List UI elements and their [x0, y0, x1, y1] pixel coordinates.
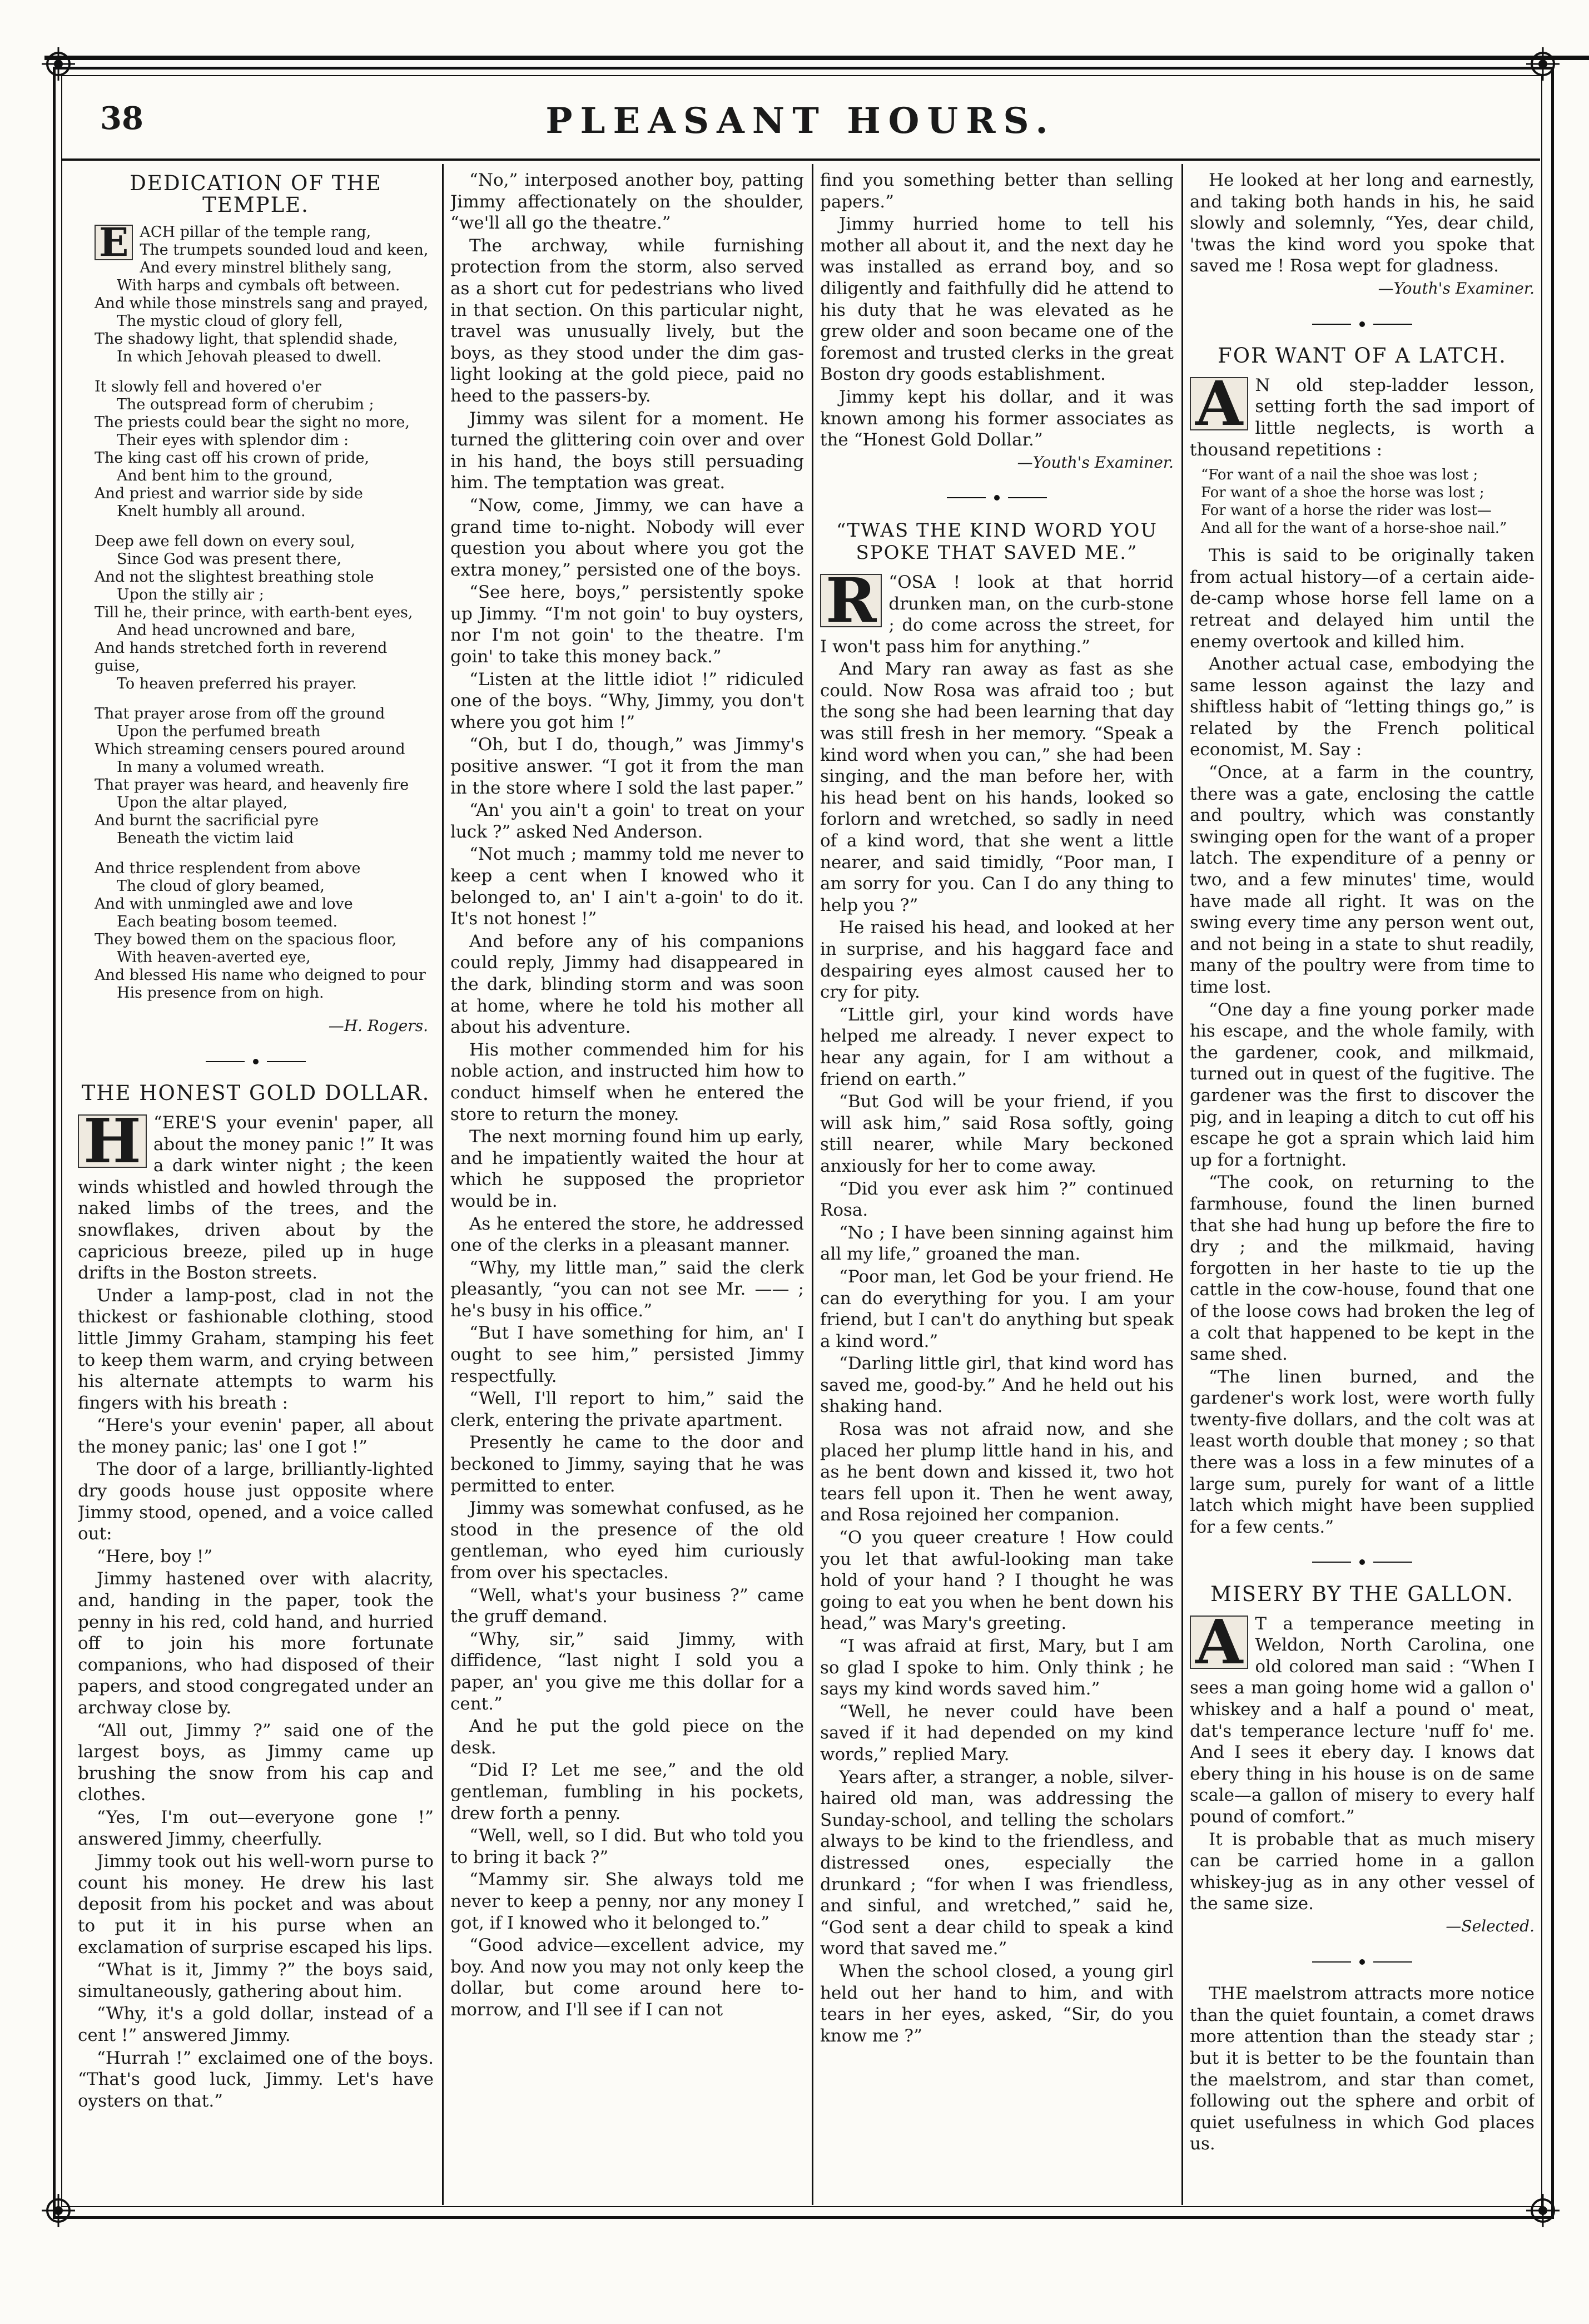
poem-line: Knelt humbly all around.: [117, 503, 306, 521]
paragraph: “What is it, Jimmy ?” the boys said, simultaneously, gathering about him.: [78, 1960, 434, 2001]
poem-line: Upon the altar played,: [117, 794, 288, 812]
verse-line: “For want of a nail the shoe was lost ;: [1201, 467, 1478, 484]
poem-line: Upon the perfumed breath: [117, 723, 321, 741]
poem-stanza: [95, 705, 434, 848]
poem-line: And thrice resplendent from above: [95, 860, 361, 878]
paragraph: It is probable that as much misery can be carried home in a gallon whiskey-jug as in any other vessel of the same size.: [1190, 1829, 1535, 1914]
paragraph: “Oh, but I do, though,” was Jimmy's positive answer. “I got it from the man in the store where I sold the last paper.”: [450, 735, 804, 798]
poem-line: Till he, their prince, with earth-bent eyes,: [95, 604, 413, 622]
poem-line: The trumpets sounded loud and keen,: [140, 241, 429, 259]
poem-line: The mystic cloud of glory fell,: [117, 313, 343, 330]
paragraph: Jimmy took out his well-worn purse to count his money. He drew his last deposit from his pocket and was about to put it in his purse when an exclamation of surprise escaped his lips.: [78, 1851, 434, 1958]
column-divider: [1181, 164, 1183, 2205]
corner-ornament-icon: [39, 2191, 78, 2230]
article-heading: [820, 519, 1174, 564]
paragraph: “Mammy sir. She always told me never to keep a penny, nor any money I got, if I knowed who it belonged to.”: [450, 1870, 804, 1933]
poem-stanza: [95, 224, 434, 366]
paragraph: “ERE'S your evenin' paper, all about the money panic !” It was a dark winter night ; the keen winds whistled and howled through the naked limbs of the trees, and the snowflakes, driven about by the capricious breeze, piled up in huge drifts in the Boston streets.: [78, 1112, 434, 1284]
paragraph: Years after, a stranger, a noble, silver-haired old man, was addressing the Sunday-school, and telling the scholars always to be kind to the friendless, and distressed ones, especially the drunkard ; “for when I was friendless, and sinful, and wretched,” said he, “God sent a dear child to speak a kind word that saved me.”: [820, 1767, 1174, 1959]
section-divider: [820, 485, 1174, 507]
column-2: [450, 170, 804, 2194]
section-divider: [78, 1049, 434, 1071]
paper-title: PLEASANT HOURS.: [545, 100, 1056, 142]
paragraph: “Well, well, so I did. But who told you to bring it back ?”: [450, 1826, 804, 1867]
poem-line: Since God was present there,: [117, 551, 342, 568]
paragraph: As he entered the store, he addressed one of the clerks in a pleasant manner.: [450, 1213, 804, 1256]
poem-line: With heaven-averted eye,: [117, 949, 311, 967]
poem-line: In many a volumed wreath.: [117, 759, 325, 776]
poem-line: To heaven preferred his prayer.: [117, 675, 357, 693]
poem-line: And priest and warrior side by side: [95, 485, 363, 503]
quoted-verse: [1201, 466, 1535, 537]
poem-line: ACH pillar of the temple rang,: [140, 224, 371, 241]
paragraph: “O you queer creature ! How could you let that awful-looking man take hold of your hand ? I thought he was going to eat you when he bent down his head,” was Mary's greeting.: [820, 1528, 1174, 1634]
paragraph: “Not much ; mammy told me never to keep a cent when I knowed who it belonged to, an' I ain't a-goin' to do it. It's not honest !”: [450, 844, 804, 929]
poem-line: Their eyes with splendor dim :: [117, 432, 349, 449]
poem-line: The cloud of glory beamed,: [117, 878, 325, 895]
paragraph: THE maelstrom attracts more notice than the quiet fountain, a comet draws more attention than the steady star ; but it is better to be the fountain than the maelstrom, and star than comet, following out the sphere and orbit of quiet usefulness in which God places us.: [1190, 1984, 1535, 2154]
paragraph: T a temperance meeting in Weldon, North Carolina, one old colored man said : “When I sees a man going home wid a gallon o' whiskey and a half a pound o' meat, dat's temperance lecture 'nuff fo' me. And I sees it ebery day. I knows dat ebery thing in his house is on de same scale—a gallon of misery to every half pound of comfort.”: [1190, 1613, 1535, 1827]
drop-cap: A: [1190, 377, 1248, 430]
paragraph: The door of a large, brilliantly-lighted dry goods house just opposite where Jimmy stood, opened, and a voice called out:: [78, 1459, 434, 1544]
poem-line: And while those minstrels sang and prayed,: [95, 295, 429, 313]
column-divider: [812, 164, 813, 2205]
paragraph: “Well, he never could have been saved if it had depended on my kind words,” replied Mary.: [820, 1701, 1174, 1765]
paragraph: “Yes, I'm out—everyone gone !” answered Jimmy, cheerfully.: [78, 1807, 434, 1849]
heading-line: SPOKE THAT SAVED ME.”: [856, 541, 1138, 564]
paragraph: “But God will be your friend, if you will ask him,” said Rosa softly, going still nearer, while Mary beckoned anxiously for her to come away.: [820, 1092, 1174, 1176]
poem-line: And hands stretched forth in reverend guise,: [95, 640, 388, 675]
poem-line: In which Jehovah pleased to dwell.: [117, 348, 382, 366]
paragraph: This is said to be originally taken from actual history—of a certain aide-de-camp whose horse fell lame on a retreat and delayed him until the enemy overtook and killed him.: [1190, 546, 1535, 652]
paragraph: “Listen at the little idiot !” ridiculed one of the boys. “Why, Jimmy, you don't where you got him !”: [450, 669, 804, 732]
column-divider: [442, 164, 444, 2205]
paragraph: “Why, sir,” said Jimmy, with diffidence, “last night I sold you a paper, an' you give me this dollar for a cent.”: [450, 1629, 804, 1714]
poem-line: And not the slightest breathing stole: [95, 568, 374, 586]
paragraph: N old step-ladder lesson, setting forth the sad import of little neglects, is worth a thousand repetitions :: [1190, 375, 1535, 460]
poem-line: Beneath the victim laid: [117, 830, 294, 848]
paragraph: find you something better than selling papers.”: [820, 170, 1174, 212]
paragraph: “Well, what's your business ?” came the gruff demand.: [450, 1585, 804, 1627]
verse-line: For want of a horse the rider was lost—: [1201, 502, 1492, 519]
column-1: [78, 170, 434, 2194]
section-divider: [1190, 1950, 1535, 1971]
paragraph: “Poor man, let God be your friend. He can do everything for you. I am your friend, but I can't do anything but speak a kind word.”: [820, 1266, 1174, 1351]
article-heading: DEDICATION OF THE TEMPLE.: [130, 171, 382, 217]
paragraph: “All out, Jimmy ?” said one of the largest boys, as Jimmy came up brushing the snow from his cap and clothes.: [78, 1720, 434, 1805]
paragraph: “But I have something for him, an' I ought to see him,” persisted Jimmy respectfully.: [450, 1323, 804, 1386]
paragraph: “See here, boys,” persistently spoke up Jimmy. “I'm not goin' to buy oysters, nor I'm not goin' to the theatre. I'm goin' to take this money back.”: [450, 582, 804, 667]
poem-line: And blessed His name who deigned to pour: [95, 967, 426, 984]
poem-line: And bent him to the ground,: [117, 467, 333, 485]
poem-line: With harps and cymbals oft between.: [117, 277, 400, 295]
paragraph: And Mary ran away as fast as she could. Now Rosa was afraid too ; but the song she had been learning that day was still fresh in her memory. “Speak a kind word when you can,” she had been singing, and the man before her, with his head bent on his hands, looked so forlorn and wretched, so sadly in need of a kind word, that she went a little nearer, and said timidly, “Poor man, I am sorry for you. Can I do any thing to help you ?”: [820, 659, 1174, 915]
paragraph: “Did I? Let me see,” and the old gentleman, fumbling in his pockets, drew forth a penny.: [450, 1760, 804, 1823]
corner-ornament-icon: [1523, 44, 1562, 83]
paragraph: “Here, boy !”: [97, 1546, 213, 1567]
poem-stanza: [95, 860, 434, 1002]
paragraph: His mother commended him for his noble action, and instructed him how to conduct himself when he entered the store to return the money.: [450, 1039, 804, 1124]
poem: [95, 219, 434, 1002]
poem-line: And head uncrowned and bare,: [117, 622, 356, 640]
paragraph: When the school closed, a young girl held out her hand to him, and with tears in her eyes, asked, “Sir, do you know me ?”: [820, 1961, 1174, 2046]
article-source: —Youth's Examiner.: [1378, 279, 1535, 298]
paragraph: Another actual case, embodying the same lesson against the lazy and shiftless habit of “letting things go,” is related by the French political economist, M. Say :: [1190, 654, 1535, 760]
paragraph: He raised his head, and looked at her in surprise, and his haggard face and despairing eyes almost caused her to cry for pity.: [820, 918, 1174, 1003]
paragraph: And before any of his companions could reply, Jimmy had disappeared in the dark, blinding storm and was soon at home, where he told his mother all about his adventure.: [450, 931, 804, 1038]
drop-cap: E: [95, 225, 133, 260]
paragraph: “I was afraid at first, Mary, but I am so glad I spoke to him. Only think ; he says my kind words saved him.”: [820, 1636, 1174, 1699]
page-number: 38: [100, 100, 143, 137]
paragraph: He looked at her long and earnestly, and taking both hands in his, he said slowly and solemnly, “Yes, dear child, 'twas the kind word you spoke that saved me ! Rosa wept for gladness.: [1190, 170, 1535, 276]
paragraph: “Little girl, your kind words have helped me already. I never expect to hear any again, for I am without a friend on earth.”: [820, 1004, 1174, 1089]
article-heading: FOR WANT OF A LATCH.: [1218, 344, 1507, 368]
paragraph: “An' you ain't a goin' to treat on your luck ?” asked Ned Anderson.: [450, 800, 804, 842]
poem-line: The priests could bear the sight no more,: [95, 414, 410, 432]
column-4: [1190, 170, 1535, 2194]
paragraph: “Why, it's a gold dollar, instead of a cent !” answered Jimmy.: [78, 2004, 434, 2045]
poem-stanza: [95, 533, 434, 693]
poem-line: The king cast off his crown of pride,: [95, 449, 370, 467]
paragraph: “OSA ! look at that horrid drunken man, on the curb-stone ; do come across the street, for I won't pass him for anything.”: [820, 572, 1174, 657]
heading-line: “TWAS THE KIND WORD YOU: [836, 519, 1158, 542]
top-border-rule: [44, 56, 1589, 60]
poem-line: They bowed them on the spacious floor,: [95, 931, 397, 949]
poem-line: The shadowy light, that splendid shade,: [95, 330, 398, 348]
corner-ornament-icon: [39, 44, 78, 83]
article-heading: MISERY BY THE GALLON.: [1210, 1582, 1514, 1607]
poem-line: And with unmingled awe and love: [95, 895, 353, 913]
verse-line: And all for the want of a horse-shoe nail.”: [1201, 520, 1507, 537]
poem-line: Deep awe fell down on every soul,: [95, 533, 355, 551]
poem-line: Each beating bosom teemed.: [117, 913, 338, 931]
paragraph: Rosa was not afraid now, and she placed her plump little hand in his, and as he bent down and kissed it, two hot tears fell upon it. Then he went away, and Rosa rejoined her companion.: [820, 1419, 1174, 1525]
poem-line: The outspread form of cherubim ;: [117, 396, 374, 414]
paragraph: Presently he came to the door and beckoned to Jimmy, saying that he was permitted to enter.: [450, 1433, 804, 1496]
paragraph: “One day a fine young porker made his escape, and the whole family, with the gardener, cook, and milkmaid, turned out in quest of the fugitive. The gardener was the first to discover the pig, and in leaping a ditch to cut off his escape he got a sprain which laid him up for a fortnight.: [1190, 999, 1535, 1170]
paragraph: The archway, while furnishing protection from the storm, also served as a short cut for pedestrians who lived in that section. On this particular night, travel was unusually lively, but the boys, as they stood under the dim gas-light looking at the gold piece, paid no heed to the passers-by.: [450, 235, 804, 406]
masthead: [61, 100, 1540, 153]
drop-cap: H: [78, 1114, 147, 1168]
poem-line: Upon the stilly air ;: [117, 586, 264, 604]
paragraph: Jimmy kept his dollar, and it was known among his former associates as the “Honest Gold Dollar.”: [820, 386, 1174, 450]
paragraph: “Good advice—excellent advice, my boy. And now you may not only keep the dollar, but come around here to-morrow, and I'll see if I can not: [450, 1935, 804, 2020]
paragraph: Jimmy was silent for a moment. He turned the glittering coin over and over in his hand, the boys still persuading him. The temptation was great.: [450, 408, 804, 493]
drop-cap: A: [1190, 1616, 1248, 1669]
article-source: —Youth's Examiner.: [1017, 453, 1174, 472]
column-3: [820, 170, 1174, 2194]
paragraph: “No ; I have been sinning against him all my life,” groaned the man.: [820, 1222, 1174, 1265]
masthead-rule: [61, 158, 1540, 161]
section-divider: [1190, 312, 1535, 334]
poem-line: Which streaming censers poured around: [95, 741, 405, 759]
paragraph: “Did you ever ask him ?” continued Rosa.: [820, 1178, 1174, 1221]
paragraph: Jimmy hurried home to tell his mother all about it, and the next day he was installed as errand boy, and so diligently and faithfully did he attend to his duty that he was elevated as he grew older and soon became one of the foremost and trusted clerks in the great Boston dry goods establishment.: [820, 214, 1174, 385]
article-heading: THE HONEST GOLD DOLLAR.: [81, 1081, 430, 1106]
verse-line: For want of a shoe the horse was lost ;: [1201, 484, 1484, 502]
poem-line: And burnt the sacrificial pyre: [95, 812, 319, 830]
section-divider: [1190, 1550, 1535, 1572]
paragraph: And he put the gold piece on the desk.: [450, 1716, 804, 1758]
paragraph: Jimmy was somewhat confused, as he stood in the presence of the old gentleman, who eyed him curiously from over his spectacles.: [450, 1498, 804, 1583]
article-source: —Selected.: [1446, 1916, 1535, 1935]
poem-line: His presence from on high.: [117, 984, 324, 1002]
paragraph: “The linen burned, and the gardener's work lost, were worth fully twenty-five dollars, and the colt was at least worth double that money ; so that there was a loss in a few minutes of a large sum, purely for want of a little latch which might have been supplied for a few cents.”: [1190, 1366, 1535, 1537]
poem-line: It slowly fell and hovered o'er: [95, 378, 321, 396]
paragraph: “Well, I'll report to him,” said the clerk, entering the private apartment.: [450, 1389, 804, 1430]
poem-line: That prayer was heard, and heavenly fire: [95, 776, 409, 794]
corner-ornament-icon: [1523, 2191, 1562, 2230]
paragraph: “Why, my little man,” said the clerk pleasantly, “you can not see Mr. —— ; he's busy in his office.”: [450, 1257, 804, 1321]
paragraph: “Here's your evenin' paper, all about the money panic; las' one I got !”: [78, 1415, 434, 1457]
paragraph: “The cook, on returning to the farmhouse, found the linen burned that she had hung up before the fire to dry ; and the milkmaid, having forgotten in her haste to tie up the cattle in the cow-house, found that one of the loose cows had broken the leg of a colt that happened to be kept in the same shed.: [1190, 1172, 1535, 1365]
paragraph: “Darling little girl, that kind word has saved me, good-by.” And he held out his shaking hand.: [820, 1354, 1174, 1417]
paragraph: The next morning found him up early, and he impatiently waited the hour at which he supposed the proprietor would be in.: [450, 1127, 804, 1211]
paragraph: “Once, at a farm in the country, there was a gate, enclosing the cattle and poultry, which was constantly swinging open for the want of a proper latch. The expenditure of a penny or two, and a few minutes' time, would have made all right. It was on the swing every time any person went out, and not being in a state to shut readily, many of the poultry were from time to time lost.: [1190, 762, 1535, 997]
poem-stanza: [95, 378, 434, 521]
paragraph: Under a lamp-post, clad in not the thickest or fashionable clothing, stood little Jimmy Graham, stamping his feet to keep them warm, and crying between his alternate attempts to warm his fingers with his breath :: [78, 1285, 434, 1413]
paragraph: “Hurrah !” exclaimed one of the boys. “That's good luck, Jimmy. Let's have oysters on that.”: [78, 2048, 434, 2111]
drop-cap: R: [820, 574, 882, 627]
poem-attribution: —H. Rogers.: [328, 1017, 428, 1035]
paragraph: “No,” interposed another boy, patting Jimmy affectionately on the shoulder, “we'll all go the theatre.”: [450, 170, 804, 234]
poem-line: That prayer arose from off the ground: [95, 705, 385, 723]
poem-line: And every minstrel blithely sang,: [140, 259, 392, 277]
paragraph: Jimmy hastened over with alacrity, and, handing in the paper, took the penny in his red, cold hand, and hurried off to join his more fortunate companions, who had disposed of their papers, and stood congregated under an archway close by.: [78, 1569, 434, 1718]
paragraph: “Now, come, Jimmy, we can have a grand time to-night. Nobody will ever question you about where you got the extra money,” persisted one of the boys.: [450, 495, 804, 580]
